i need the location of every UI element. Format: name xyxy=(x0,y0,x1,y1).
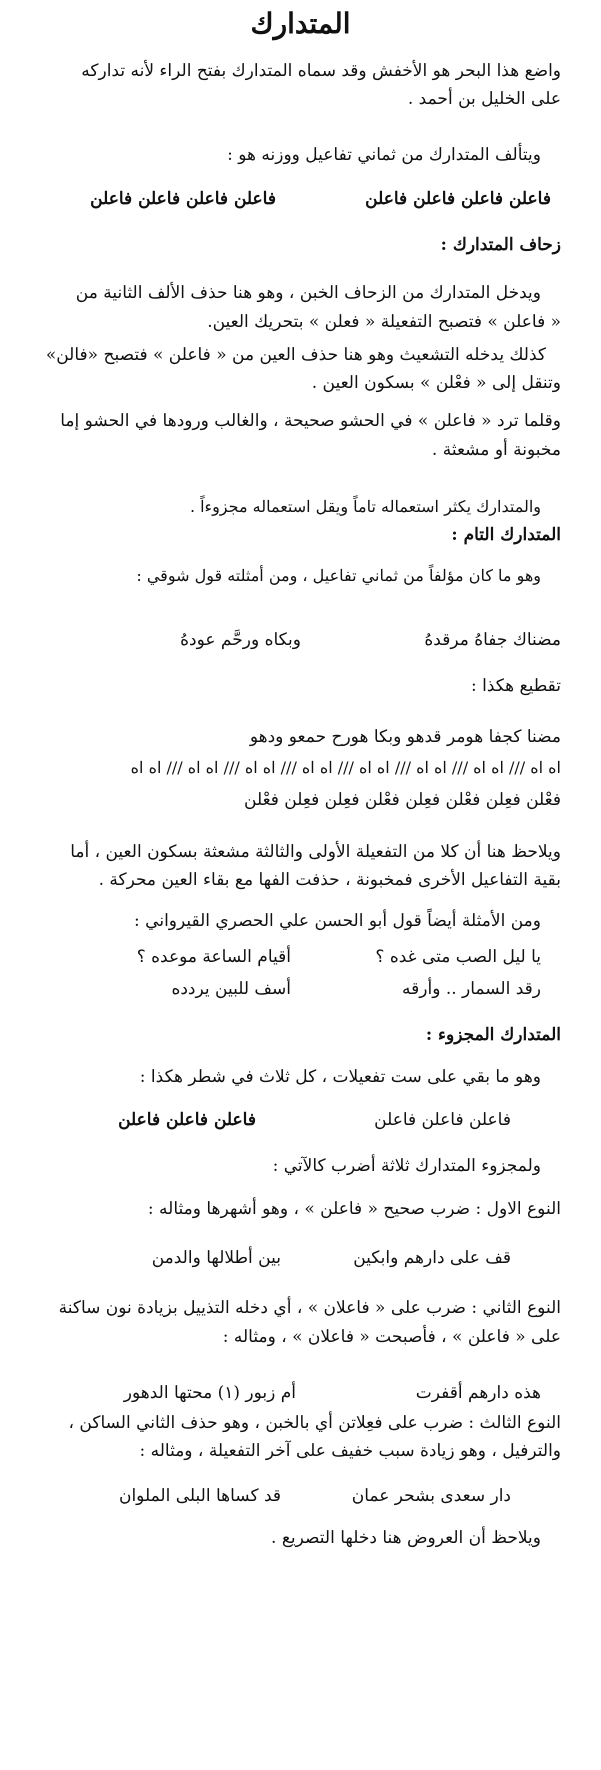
scansion-feet: فعْلن فعِلن فعْلن فعِلن فعْلن فعِلن فعِلن فعْلن xyxy=(244,790,561,810)
text-line: النوع الثاني : ضرب على « فاعلان » ، أي دخله التذييل بزيادة نون ساكنة xyxy=(58,1298,561,1318)
verse-hemistich-left: أم زبور (١) محتها الدهور xyxy=(123,1383,296,1403)
text-line: كذلك يدخله التشعيث وهو هنا حذف العين من « فاعلن » فتصبح «فالن» xyxy=(45,345,546,365)
text-line: تقطيع هكذا : xyxy=(471,676,561,696)
scansion-line: مضنا كجفا هومر قدهو وبكا هورح حمعو ودهو xyxy=(249,727,561,747)
verse-hemistich-left: أقيام الساعة موعده ؟ xyxy=(136,947,291,967)
text-line: وتنقل إلى « فعْلن » بسكون العين . xyxy=(311,373,561,393)
text-line: بقية التفاعيل الأخرى فمخبونة ، حذفت الفها مع بقاء العين محركة . xyxy=(98,870,561,890)
section-heading: المتدارك المجزوء : xyxy=(425,1025,561,1045)
verse-hemistich-right: دار سعدى بشحر عمان xyxy=(351,1486,511,1506)
text-line: ويلاحظ هنا أن كلا من التفعيلة الأولى والثالثة مشعثة بسكون العين ، أما xyxy=(70,842,561,862)
text-line: ويلاحظ أن العروض هنا دخلها التصريع . xyxy=(271,1528,541,1548)
text-line: ولمجزوء المتدارك ثلاثة أضرب كالآتي : xyxy=(272,1156,541,1176)
verse-hemistich-left: قد كساها البلى الملوان xyxy=(118,1486,281,1506)
text-line: وهو ما بقي على ست تفعيلات ، كل ثلاث في شطر هكذا : xyxy=(139,1067,541,1087)
text-line: النوع الاول : ضرب صحيح « فاعلن » ، وهو أشهرها ومثاله : xyxy=(147,1199,561,1219)
verse-hemistich-right: يا ليل الصب متى غده ؟ xyxy=(375,947,541,967)
text-line: « فاعلن » فتصبح التفعيلة « فعلن » بتحريك العين. xyxy=(207,312,561,332)
verse-hemistich-left: بين أطلالها والدمن xyxy=(151,1248,281,1268)
text-line: ومن الأمثلة أيضاً قول أبو الحسن علي الحصري القيرواني : xyxy=(134,911,541,931)
section-heading: المتدارك التام : xyxy=(451,525,561,545)
verse-hemistich-left: أسف للبين يردده xyxy=(171,979,291,999)
text-line: والترفيل ، وهو زيادة سبب خفيف على آخر التفعيلة ، ومثاله : xyxy=(139,1441,561,1461)
scansion-marks: اه اه /// اه اه /// اه اه /// اه اه /// اه اه /// اه اه /// اه اه /// اه اه xyxy=(130,758,561,777)
page-title: المتدارك xyxy=(250,7,351,40)
verse-hemistich-left: فاعلن فاعلن فاعلن xyxy=(118,1110,256,1130)
verse-hemistich-right: فاعلن فاعلن فاعلن فاعلن xyxy=(365,189,551,209)
section-heading: زحاف المتدارك : xyxy=(440,235,561,255)
verse-hemistich-left: وبكاه ورحَّم عودهُ xyxy=(180,630,301,650)
text-line: مخبونة أو مشعثة . xyxy=(431,440,561,460)
text-line: على « فاعلن » ، فأصبحت « فاعلان » ، ومثاله : xyxy=(222,1327,561,1347)
verse-hemistich-right: فاعلن فاعلن فاعلن xyxy=(374,1110,511,1130)
text-line: ويتألف المتدارك من ثماني تفاعيل ووزنه هو : xyxy=(227,145,541,165)
text-line: وقلما ترد « فاعلن » في الحشو صحيحة ، والغالب ورودها في الحشو إما xyxy=(60,411,561,431)
text-line: ويدخل المتدارك من الزحاف الخبن ، وهو هنا حذف الألف الثانية من xyxy=(75,283,541,303)
verse-hemistich-right: مضناك جفاهُ مرقدهُ xyxy=(424,630,561,650)
verse-hemistich-right: رقد السمار .. وأرقه xyxy=(402,979,541,999)
text-line: والمتدارك يكثر استعماله تاماً ويقل استعماله مجزوءاً . xyxy=(189,497,541,516)
text-line: وهو ما كان مؤلفاً من ثماني تفاعيل ، ومن أمثلته قول شوقي : xyxy=(136,566,541,585)
text-line: واضع هذا البحر هو الأخفش وقد سماه المتدارك بفتح الراء لأنه تداركه xyxy=(81,61,561,81)
verse-hemistich-left: فاعلن فاعلن فاعلن فاعلن xyxy=(90,189,276,209)
verse-hemistich-right: هذه دارهم أقفرت xyxy=(415,1383,541,1403)
text-line: على الخليل بن أحمد . xyxy=(407,89,561,109)
text-line: النوع الثالث : ضرب على فعِلاتن أي بالخبن ، وهو حذف الثاني الساكن ، xyxy=(68,1413,561,1433)
verse-hemistich-right: قف على دارهم وابكين xyxy=(353,1248,511,1268)
